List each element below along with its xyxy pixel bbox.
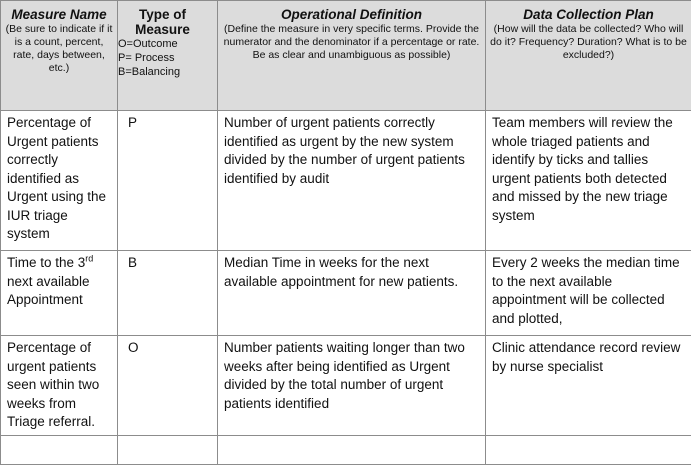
plan-cell	[486, 111, 691, 251]
plan-text: Clinic attendance record review by nurse specialist	[492, 340, 681, 374]
plan-cell	[486, 336, 691, 436]
type-cell	[118, 336, 218, 436]
measure-name-cell	[1, 111, 118, 251]
header-title: Data Collection Plan	[523, 7, 654, 22]
definition-cell	[218, 336, 486, 436]
type-text: P	[128, 115, 138, 130]
header-subtitle: (Be sure to indicate if it is a count, percent, rate, days between, etc.)	[5, 23, 113, 74]
definition-cell	[218, 111, 486, 251]
definition-text: Median Time in weeks for the next available appointment for new patients.	[224, 255, 459, 289]
definition-text: Number of urgent patients correctly identified as urgent by the new system divided by the number of urgent patients identified by audit	[224, 115, 465, 186]
measure-name-text: Percentage of Urgent patients correctly identified as Urgent using the IUR triage system	[7, 115, 107, 241]
measure-name-cell	[1, 251, 118, 336]
table-row	[1, 251, 691, 336]
empty-cell	[118, 436, 218, 465]
type-option-outcome: O=Outcome	[118, 38, 178, 50]
header-type-of-measure	[118, 1, 218, 111]
ordinal-suffix: rd	[85, 253, 94, 264]
plan-cell	[486, 251, 691, 336]
measure-name-text	[1, 251, 117, 310]
definition-text: Number patients waiting longer than two weeks after being identified as Urgent divided by the total number of urgent patients identified	[224, 340, 465, 411]
definition-cell	[218, 251, 486, 336]
empty-cell	[218, 436, 486, 465]
measure-name-part: next available Appointment	[7, 273, 90, 307]
measure-name-text: Percentage of urgent patients seen within two weeks from Triage referral.	[7, 340, 100, 429]
type-option-balancing: B=Balancing	[118, 66, 181, 78]
type-cell	[118, 111, 218, 251]
header-data-collection-plan	[486, 1, 691, 111]
header-measure-name	[1, 1, 118, 111]
plan-text: Team members will review the whole triaged patients and identify by ticks and tallies urgent patients both detected and missed by the new triage system	[492, 115, 673, 223]
type-text: B	[128, 255, 138, 270]
table-row	[1, 336, 691, 436]
plan-text: Every 2 weeks the median time to the next available appointment will be collected and plotted,	[492, 255, 680, 326]
measure-name-cell	[1, 336, 118, 436]
empty-row	[1, 436, 691, 465]
table-row	[1, 111, 691, 251]
type-text: O	[128, 340, 139, 355]
header-title: Measure Name	[11, 7, 107, 22]
type-cell	[118, 251, 218, 336]
type-option-process: P= Process	[118, 52, 175, 64]
empty-cell	[1, 436, 118, 465]
header-title: Operational Definition	[280, 7, 422, 22]
header-subtitle: (Define the measure in very specific terms. Provide the numerator and the denominator if a percentage or rate. Be as clear and unambiguous as possible)	[223, 23, 480, 61]
empty-cell	[486, 436, 691, 465]
header-subtitle: (How will the data be collected? Who will do it? Frequency? Duration? What is to be excluded?)	[490, 23, 687, 61]
header-operational-definition	[218, 1, 486, 111]
header-title: Type of Measure	[135, 7, 190, 37]
header-row	[1, 1, 691, 111]
measure-name-part: Time to the 3	[7, 255, 86, 270]
